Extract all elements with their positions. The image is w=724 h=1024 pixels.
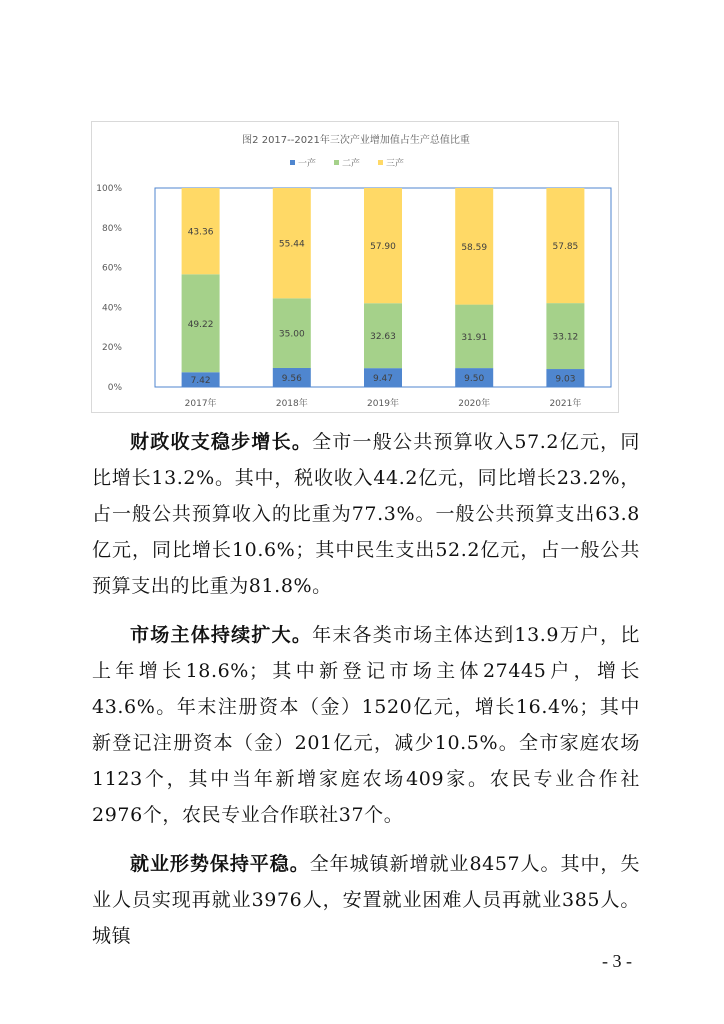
data-label: 7.42 — [190, 376, 211, 387]
chart-title: 图2 2017--2021年三次产业增加值占生产总值比重 — [242, 135, 470, 146]
legend-label-2: 三产 — [386, 159, 405, 169]
chart-container — [91, 121, 619, 413]
data-label: 9.03 — [555, 374, 576, 385]
data-label: 58.59 — [461, 242, 488, 253]
paragraph-employment — [92, 846, 640, 954]
data-label: 35.00 — [278, 329, 305, 340]
x-axis — [185, 397, 582, 409]
chart-legend — [290, 157, 404, 169]
data-label: 49.22 — [187, 319, 214, 330]
bars — [182, 188, 585, 387]
y-tick-label: 80% — [101, 223, 122, 234]
paragraph-lead: 财政收支稳步增长。 — [130, 431, 313, 453]
x-tick-label: 2021年 — [549, 399, 582, 409]
data-label: 9.47 — [372, 374, 394, 385]
legend-swatch-0 — [290, 160, 295, 165]
x-tick-label: 2017年 — [184, 399, 217, 409]
paragraph-lead: 就业形势保持平稳。 — [130, 853, 310, 875]
data-label: 43.36 — [187, 227, 214, 238]
data-label: 9.56 — [281, 373, 302, 384]
paragraph-text: 全市一般公共预算收入57.2亿元，同比增长13.2%。其中，税收收入44.2亿元，同比增长23.2%，占一般公共预算收入的比重为77.3%。一般公共预算支出63.8亿元，同比增长10.6%；其中民生支出52.2亿元，占一般公共预算支出的比重为81.8%。 — [92, 431, 641, 597]
data-label: 32.63 — [370, 332, 396, 343]
data-label: 57.85 — [552, 242, 579, 253]
data-label: 31.91 — [461, 332, 488, 343]
y-tick-label: 20% — [101, 343, 122, 354]
legend-swatch-1 — [334, 160, 339, 165]
page-number: - 3 - — [602, 951, 632, 971]
legend-label-0: 一产 — [298, 159, 317, 169]
data-label: 55.44 — [278, 239, 305, 250]
paragraph-lead: 市场主体持续扩大。 — [130, 624, 313, 646]
y-tick-label: 60% — [101, 263, 122, 274]
x-tick-label: 2019年 — [367, 399, 399, 409]
paragraph-market — [92, 617, 640, 833]
data-label: 33.12 — [552, 332, 579, 343]
paragraph-text: 全年城镇新增就业8457人。其中，失业人员实现再就业3976人，安置就业困难人员再就业385人。城镇 — [92, 853, 640, 947]
x-tick-label: 2020年 — [458, 399, 491, 409]
legend-label-1: 二产 — [342, 159, 361, 169]
y-axis — [96, 184, 122, 393]
paragraph-text: 年末各类市场主体达到13.9万户，比上年增长18.6%；其中新登记市场主体27445户，增长43.6%。年末注册资本（金）1520亿元，增长16.4%；其中新登记注册资本（金）201亿元，减少10.5%。全市家庭农场1123个，其中当年新增家庭农场409家。农民专业合作社2976个，农民专业合作联社37个。 — [92, 624, 641, 826]
paragraph-finance — [92, 424, 640, 604]
legend-swatch-2 — [378, 160, 383, 165]
stacked-bar-chart — [92, 122, 620, 414]
y-tick-label: 40% — [101, 303, 122, 314]
y-tick-label: 100% — [96, 184, 122, 194]
data-label: 9.50 — [464, 374, 485, 385]
data-label: 57.90 — [370, 242, 396, 253]
x-tick-label: 2018年 — [275, 399, 308, 409]
y-tick-label: 0% — [107, 383, 122, 393]
